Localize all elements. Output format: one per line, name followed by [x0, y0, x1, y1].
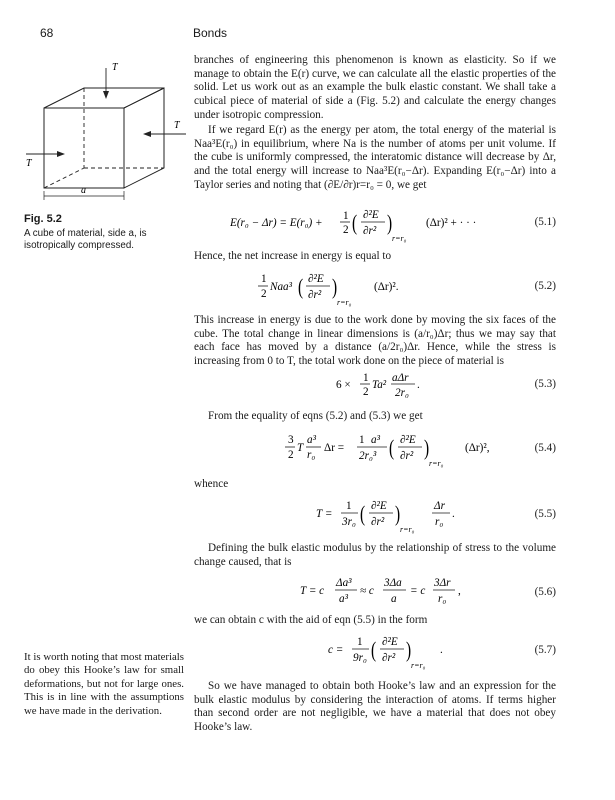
margin-note: It is worth noting that most materials do obey this Hooke’s law for small deformations, but not for large ones. This is in line with the assumptions we have made in the derivation.	[24, 651, 184, 717]
label-t-top: T	[112, 62, 118, 73]
paragraph-2: If we regard E(r) as the energy per atom, the total energy of the material is Naa³E(r₀) in equilibrium, where Na is the number of atoms per unit volume. If the cube is uniformly compressed, the interatomic distance will decrease by Δr, and the total energy will increase to Naa³E(r₀−Δr). Expanding E(r₀−Δr) into a Taylor series and noting that (∂E/∂r)r=r₀ = 0, we get	[194, 124, 556, 191]
eq-5-4-number: (5.4)	[534, 442, 556, 454]
eq-5-4-dr: Δr =	[324, 442, 345, 454]
eq-5-5-number: (5.5)	[534, 508, 556, 520]
paragraph-5: From the equality of eqns (5.2) and (5.3) we get	[208, 410, 423, 422]
eq-5-7-sub: r=r₀	[411, 661, 426, 670]
eq-5-4-d2e: ∂²E	[400, 434, 416, 446]
eq-5-4-a3b: a³	[371, 434, 380, 446]
paragraph-9: So we have managed to obtain both Hooke’s law and an expression for the bulk elastic modulus by considering the interaction of atoms. If terms higher than second order are not negligible, we have a material that does not obey Hooke’s law.	[194, 680, 556, 734]
eq-5-7-den: 9r₀	[353, 652, 367, 664]
eq-5-7-number: (5.7)	[534, 644, 556, 656]
eq-5-7-lhs: c =	[328, 644, 344, 656]
eq-5-1-dr2: ∂r²	[363, 225, 377, 237]
eq-5-2-paren-close: )	[332, 275, 338, 300]
equation-5-7	[328, 630, 488, 674]
figure-label: Fig. 5.2	[24, 213, 62, 225]
cube-figure	[24, 54, 194, 204]
eq-5-7-d2e: ∂²E	[382, 636, 398, 648]
eq-5-3-one: 1	[363, 372, 369, 384]
eq-5-5-d2e: ∂²E	[371, 500, 387, 512]
page-number: 68	[40, 26, 54, 40]
eq-5-4-paren-open: (	[389, 436, 395, 461]
eq-5-5-den: 3r₀	[342, 516, 356, 528]
eq-5-2-dr2: ∂r²	[308, 289, 322, 301]
cube-right-face	[124, 88, 164, 188]
paragraph-3: Hence, the net increase in energy is equal to	[194, 250, 392, 262]
eq-5-2-d2e: ∂²E	[308, 273, 324, 285]
eq-5-3-num: aΔr	[392, 372, 409, 384]
eq-5-1-tail: (Δr)² + · · ·	[426, 217, 477, 229]
eq-5-5-lhs: T =	[316, 508, 333, 520]
eq-5-5-one: 1	[346, 500, 352, 512]
equation-5-5	[316, 494, 496, 538]
paragraph-4: This increase in energy is due to the work done by moving the six faces of the cube. The total change in linear dimensions is (a/r₀)Δr; thus we may say that each face has moved by a distance (a/2r₀)Δr. Hence, while the stress is increasing from 0 to T, the total work done on the piece of material is	[194, 314, 556, 368]
eq-5-2-two: 2	[261, 288, 267, 300]
eq-5-4-r0: r₀	[307, 449, 316, 461]
eq-5-5-paren-open: (	[360, 502, 366, 527]
eq-5-4-a3: a³	[307, 434, 316, 446]
eq-5-3-lhs: 6 ×	[336, 379, 351, 391]
eq-5-6-eq: = c	[410, 585, 426, 597]
eq-5-4-t: T	[297, 442, 304, 454]
equation-5-6	[300, 574, 500, 612]
eq-5-4-sub: r=r₀	[429, 459, 444, 468]
label-t-right: T	[174, 120, 180, 131]
cube-hidden-edge-diagonal	[44, 168, 84, 188]
eq-5-3-mid: Ta²	[372, 379, 387, 391]
eq-5-2-mid: Naa³	[270, 281, 293, 293]
eq-5-1-sub: r=r₀	[392, 234, 407, 243]
eq-5-4-dr2: ∂r²	[400, 450, 414, 462]
eq-5-4-paren-close: )	[424, 436, 430, 461]
eq-5-5-tail: .	[452, 508, 455, 520]
eq-5-1-paren-close: )	[387, 211, 393, 236]
eq-5-7-tail: .	[440, 644, 443, 656]
eq-5-3-two: 2	[363, 386, 369, 398]
eq-5-2-number: (5.2)	[534, 280, 556, 292]
left-arrow-head	[57, 151, 65, 157]
eq-5-4-two: 2	[288, 449, 294, 461]
eq-5-6-d1: a³	[339, 593, 348, 605]
top-arrow-head	[103, 91, 109, 99]
label-side-a: a	[81, 185, 86, 196]
eq-5-4-three: 3	[288, 434, 294, 446]
equation-5-4	[285, 428, 515, 472]
right-arrow-head	[143, 131, 151, 137]
eq-5-2-paren-open: (	[298, 275, 304, 300]
equation-5-1	[230, 204, 520, 246]
eq-5-7-dr2: ∂r²	[382, 652, 396, 664]
eq-5-1-number: (5.1)	[534, 216, 556, 228]
eq-5-2-tail: (Δr)².	[374, 281, 399, 293]
eq-5-7-paren-open: (	[371, 638, 377, 663]
eq-5-6-number: (5.6)	[534, 586, 556, 598]
eq-5-4-one: 1	[359, 434, 365, 446]
equation-5-2	[258, 268, 458, 310]
eq-5-6-lhs: T = c	[300, 585, 325, 597]
paragraph-8: we can obtain c with the aid of eqn (5.5) in the form	[194, 614, 428, 626]
eq-5-6-n2: 3Δa	[384, 577, 402, 589]
eq-5-1-paren-open: (	[352, 211, 358, 236]
eq-5-5-den2: r₀	[435, 516, 444, 528]
paragraph-7: Defining the bulk elastic modulus by the relationship of stress to the volume change caused, that is	[194, 542, 556, 568]
eq-5-5-dr2: ∂r²	[371, 516, 385, 528]
label-t-left: T	[26, 158, 32, 169]
eq-5-5-sub: r=r₀	[400, 525, 415, 534]
eq-5-1-one: 1	[343, 210, 349, 222]
eq-5-6-n1: Δa³	[336, 577, 352, 589]
eq-5-5-paren-close: )	[395, 502, 401, 527]
eq-5-5-num2: Δr	[434, 500, 445, 512]
eq-5-6-n3: 3Δr	[434, 577, 451, 589]
figure-caption: A cube of material, side a, is isotropically compressed.	[24, 228, 147, 251]
eq-5-1-two: 2	[343, 224, 349, 236]
eq-5-7-paren-close: )	[406, 638, 412, 663]
eq-5-1-d2e: ∂²E	[363, 209, 379, 221]
paragraph-1: branches of engineering this phenomenon is known as elasticity. So if we manage to obtain the E(r) curve, we can calculate all the elastic properties of the solid. Let us work out as an example the bulk elastic constant. We shall take a cubical piece of material of side a (Fig. 5.2) and calculate the energy changes under isotropic compression.	[194, 54, 556, 121]
eq-5-6-approx: ≈ c	[360, 585, 374, 597]
eq-5-1-lhs: E(r₀ − Δr) = E(r₀) +	[230, 217, 323, 229]
eq-5-4-2r03: 2r₀³	[359, 450, 377, 462]
eq-5-3-den: 2r₀	[395, 387, 409, 399]
eq-5-3-number: (5.3)	[534, 378, 556, 390]
equation-5-3	[336, 370, 466, 404]
eq-5-2-one: 1	[261, 273, 267, 285]
eq-5-6-d3: r₀	[438, 593, 447, 605]
eq-5-6-d2: a	[391, 593, 397, 605]
eq-5-2-sub: r=r₀	[337, 298, 352, 307]
eq-5-7-one: 1	[357, 636, 363, 648]
running-head: Bonds	[193, 26, 228, 40]
eq-5-6-tail: ,	[458, 585, 461, 597]
eq-5-4-tail: (Δr)²,	[465, 442, 490, 454]
paragraph-6: whence	[194, 478, 229, 490]
eq-5-3-tail: .	[417, 379, 420, 391]
